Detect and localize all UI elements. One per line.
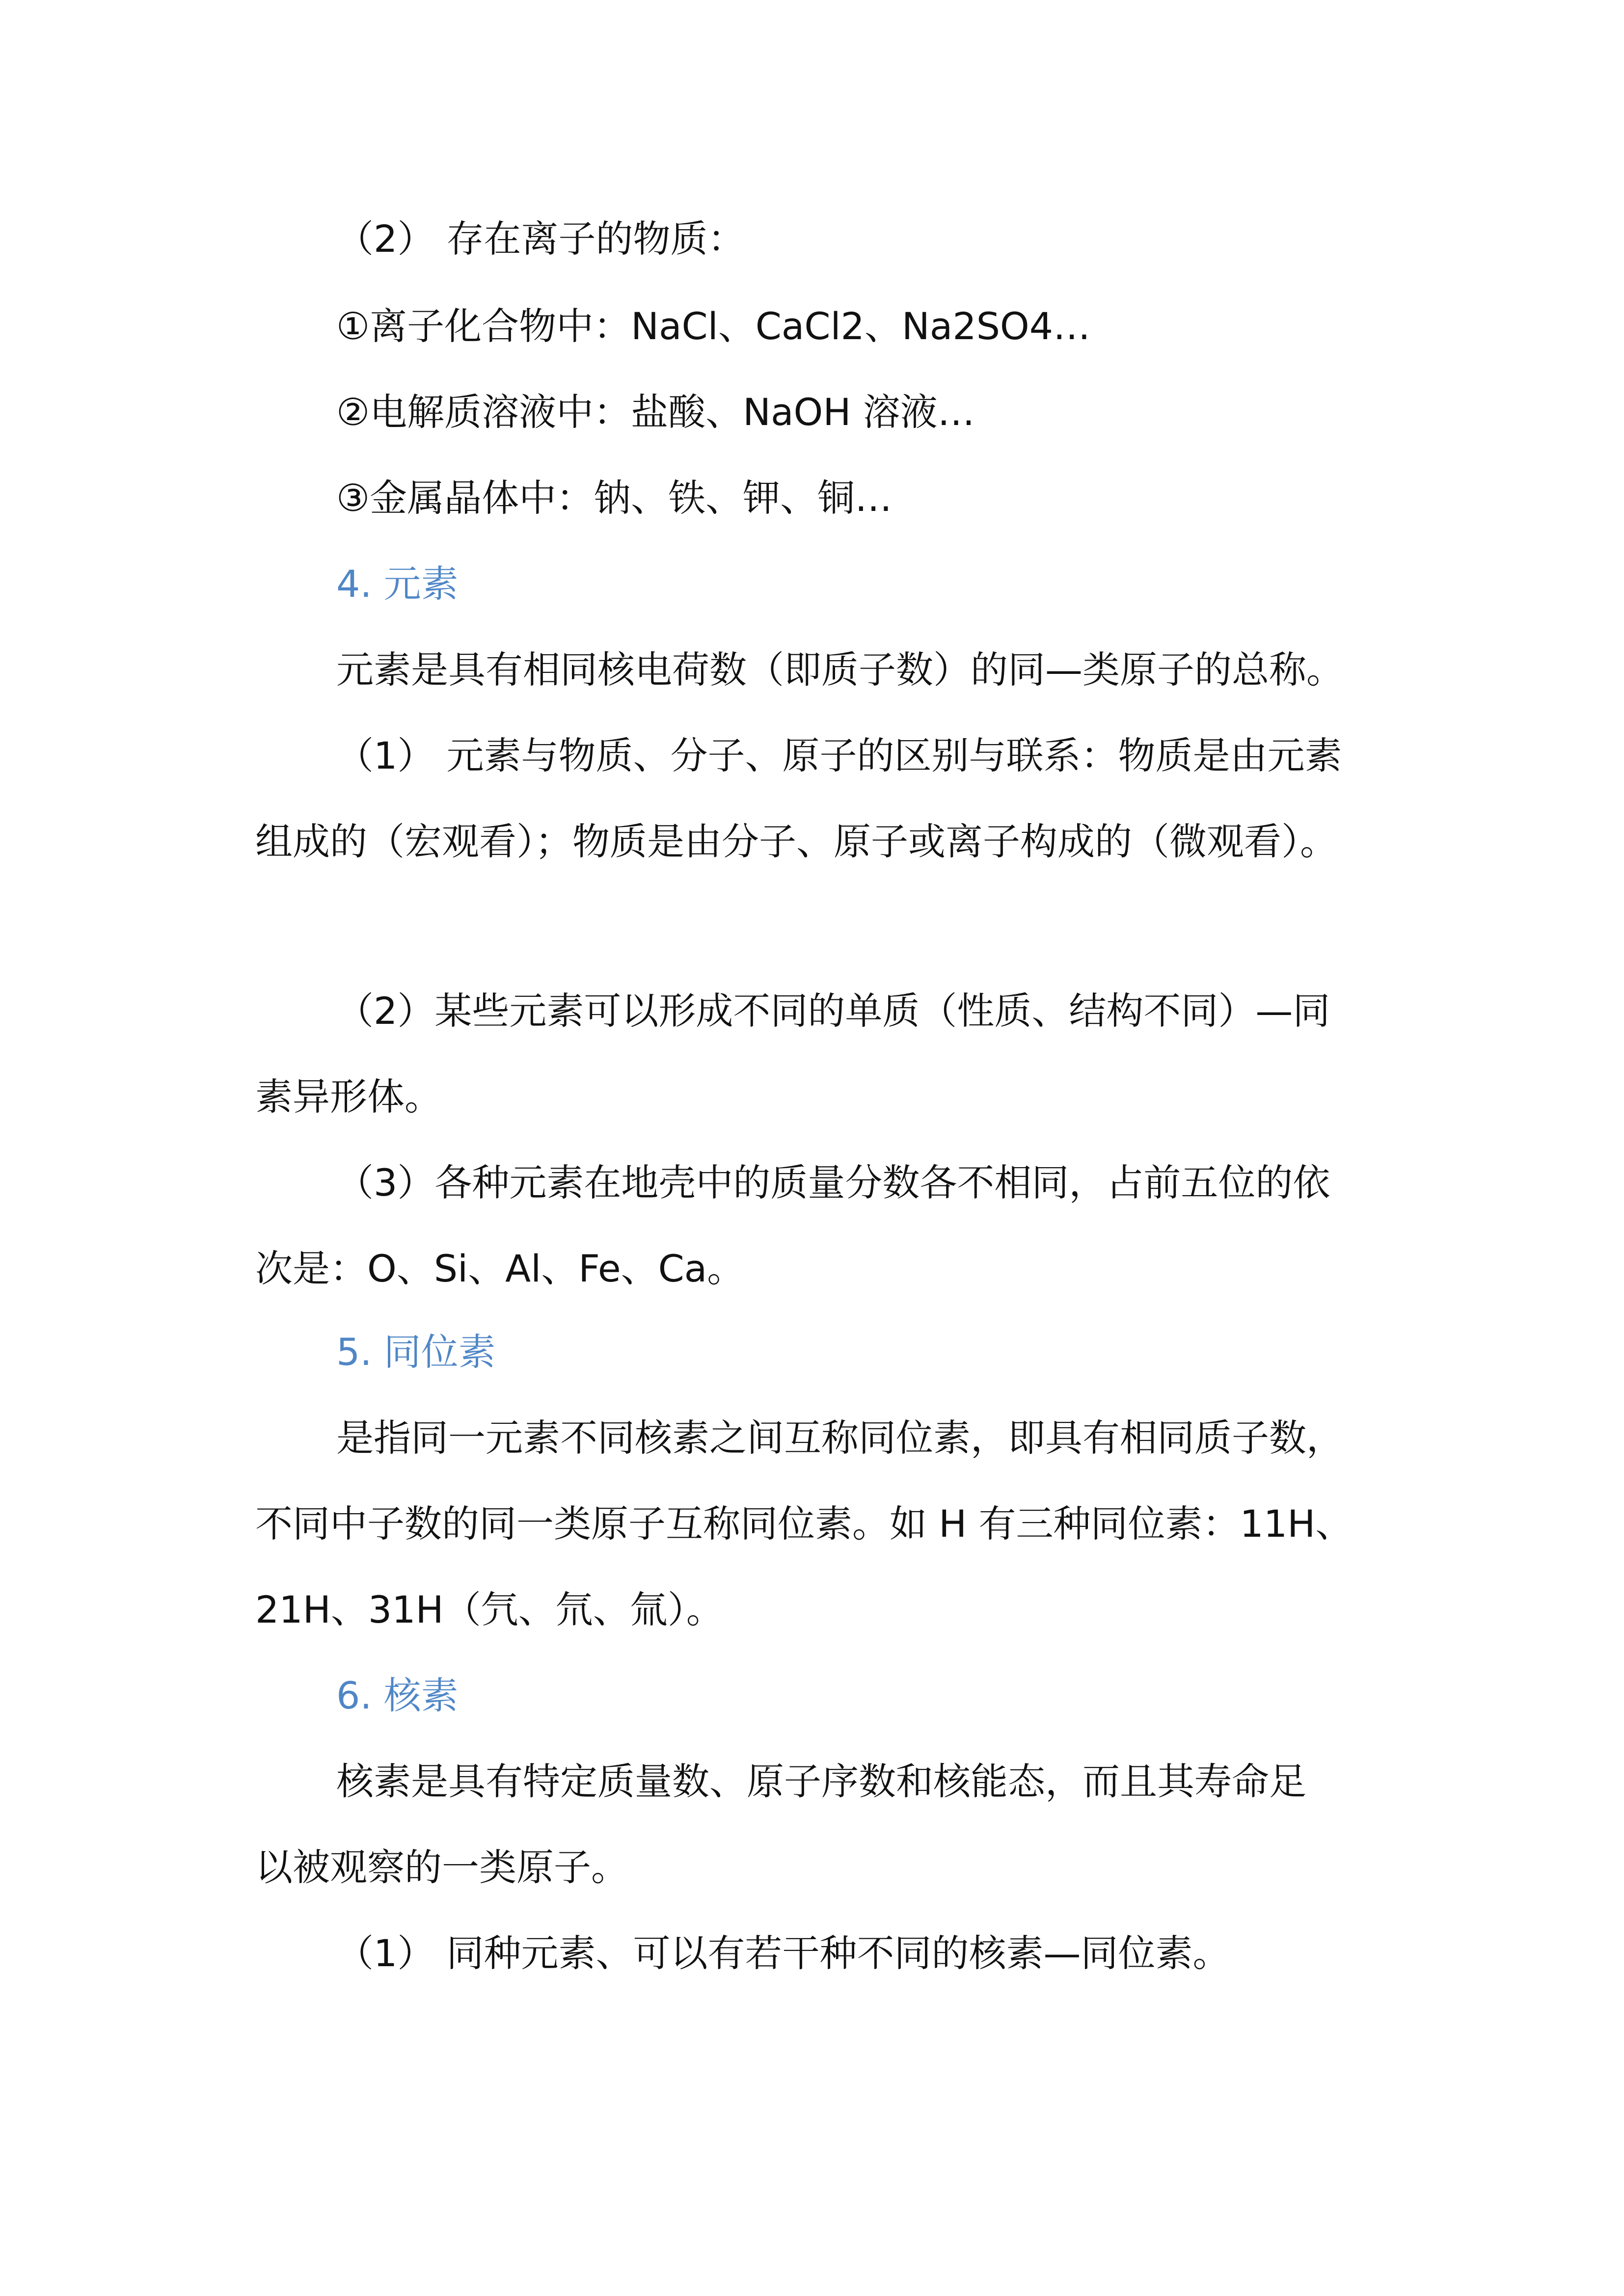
text-line: 组成的（宏观看）；物质是由分子、原子或离子构成的（微观看）。 [255,820,1337,863]
text-line: 元素是具有相同核电荷数（即质子数）的同—类原子的总称。 [336,648,1344,692]
section-heading: 5. 同位素 [336,1330,496,1374]
section-heading: 6. 核素 [336,1674,459,1717]
text-line: （3）各种元素在地壳中的质量分数各不相同，占前五位的依 [336,1161,1330,1204]
text-line: 不同中子数的同一类原子互称同位素。如 H 有三种同位素：11H、 [255,1502,1353,1546]
text-line: ③金属晶体中：钠、铁、钾、铜… [336,476,893,520]
text-line: 次是：O、Si、Al、Fe、Ca。 [255,1247,745,1290]
text-line: 以被观察的一类原子。 [255,1845,628,1889]
text-line: （1） 同种元素、可以有若干种不同的核素—同位素。 [336,1931,1230,1975]
text-line: 核素是具有特定质量数、原子序数和核能态，而且其寿命足 [336,1760,1306,1803]
text-line: 21H、31H（氕、氘、氚）。 [255,1588,724,1631]
text-line: （2）某些元素可以形成不同的单质（性质、结构不同）—同 [336,989,1330,1033]
text-line: （1） 元素与物质、分子、原子的区别与联系：物质是由元素 [336,734,1342,777]
text-line: 是指同一元素不同核素之间互称同位素，即具有相同质子数， [336,1416,1344,1460]
text-line: （2） 存在离子的物质： [336,217,745,261]
section-heading: 4. 元素 [336,562,459,606]
text-line: 素异形体。 [255,1075,442,1119]
text-line: ①离子化合物中：NaCl、CaCl2、Na2SO4… [336,304,1091,348]
text-line: ②电解质溶液中：盐酸、NaOH 溶液… [336,390,975,434]
